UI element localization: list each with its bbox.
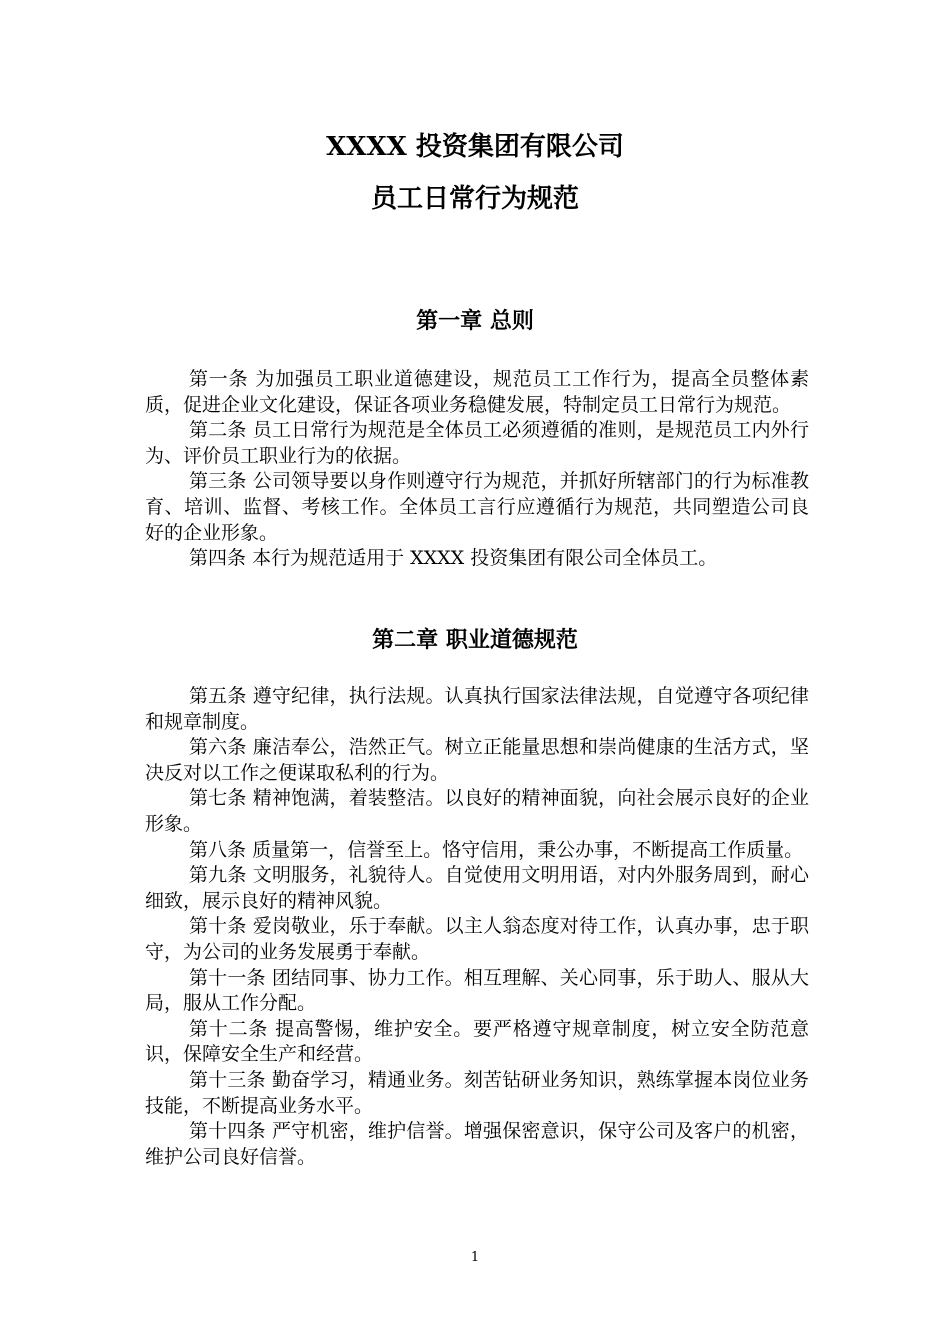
article-paragraph [145,469,809,546]
chapter-body [145,367,809,572]
article-paragraph [145,684,809,735]
article-text: 勤奋学习，精通业务。刻苦钻研业务知识，熟练掌握本岗位业务技能，不断提高业务水平。 [145,1068,809,1117]
page-number: 1 [470,1250,480,1265]
document-title: 员工日常行为规范 [370,184,579,214]
article-paragraph [145,786,809,837]
chapter-heading: 第一章 总则 [416,308,534,334]
article-text: 本行为规范适用于 XXXX 投资集团有限公司全体员工。 [252,547,718,570]
article-paragraph [145,1017,809,1068]
article-text: 为加强员工职业道德建设，规范员工工作行为，提高全员整体素质，促进企业文化建设，保证各项业务稳健发展，特制定员工日常行为规范。 [145,368,809,416]
chapter-body [145,684,809,1170]
article-label: 第八条 [189,838,247,861]
article-text: 公司领导要以身作则遵守行为规范，并抓好所辖部门的行为标准教育、培训、监督、考核工作。全体员工言行应遵循行为规范，共同塑造公司良好的企业形象。 [145,470,809,544]
article-paragraph [145,367,809,418]
article-paragraph [145,1068,809,1119]
article-text: 提高警惕，维护安全。要严格遵守规章制度，树立安全防范意识，保障安全生产和经营。 [145,1017,809,1066]
article-paragraph [145,966,809,1017]
article-text: 文明服务，礼貌待人。自觉使用文明用语，对内外服务周到，耐心细致，展示良好的精神风貌。 [145,864,809,912]
article-label: 第六条 [189,736,247,759]
article-label: 第十一条 [189,966,266,989]
article-label: 第十二条 [189,1017,269,1040]
article-text: 质量第一，信誉至上。恪守信用，秉公办事，不断提高工作质量。 [252,838,804,861]
article-label: 第七条 [189,787,247,810]
company-title: XXXX 投资集团有限公司 [326,132,624,162]
article-text: 团结同事、协力工作。相互理解、关心同事，乐于助人、服从大局，服从工作分配。 [145,966,809,1015]
article-label: 第十条 [189,915,247,938]
article-label: 第四条 [189,547,247,570]
article-label: 第十三条 [189,1068,266,1091]
article-paragraph [145,1119,809,1170]
article-paragraph [145,546,809,572]
article-text: 遵守纪律，执行法规。认真执行国家法律法规，自觉遵守各项纪律和规章制度。 [145,685,809,733]
article-label: 第一条 [189,368,249,390]
article-label: 第九条 [189,864,247,887]
article-label: 第十四条 [189,1120,266,1143]
article-text: 员工日常行为规范是全体员工必须遵循的准则，是规范员工内外行为、评价员工职业行为的依据。 [145,419,809,467]
article-text: 廉洁奉公，浩然正气。树立正能量思想和崇尚健康的生活方式，坚决反对以工作之便谋取私利的行为。 [145,736,809,784]
article-label: 第五条 [189,685,247,707]
article-text: 精神饱满，着装整洁。以良好的精神面貌，向社会展示良好的企业形象。 [145,787,809,835]
article-label: 第三条 [189,470,247,493]
article-paragraph [145,418,809,469]
article-text: 严守机密，维护信誉。增强保密意识，保守公司及客户的机密，维护公司良好信誉。 [145,1120,809,1168]
article-paragraph [145,838,809,864]
article-text: 爱岗敬业，乐于奉献。以主人翁态度对待工作，认真办事，忠于职守，为公司的业务发展勇于奉献。 [145,915,809,963]
article-paragraph [145,914,809,965]
article-paragraph [145,863,809,914]
chapter-heading: 第二章 职业道德规范 [372,627,578,653]
article-label: 第二条 [189,419,247,442]
article-paragraph [145,735,809,786]
